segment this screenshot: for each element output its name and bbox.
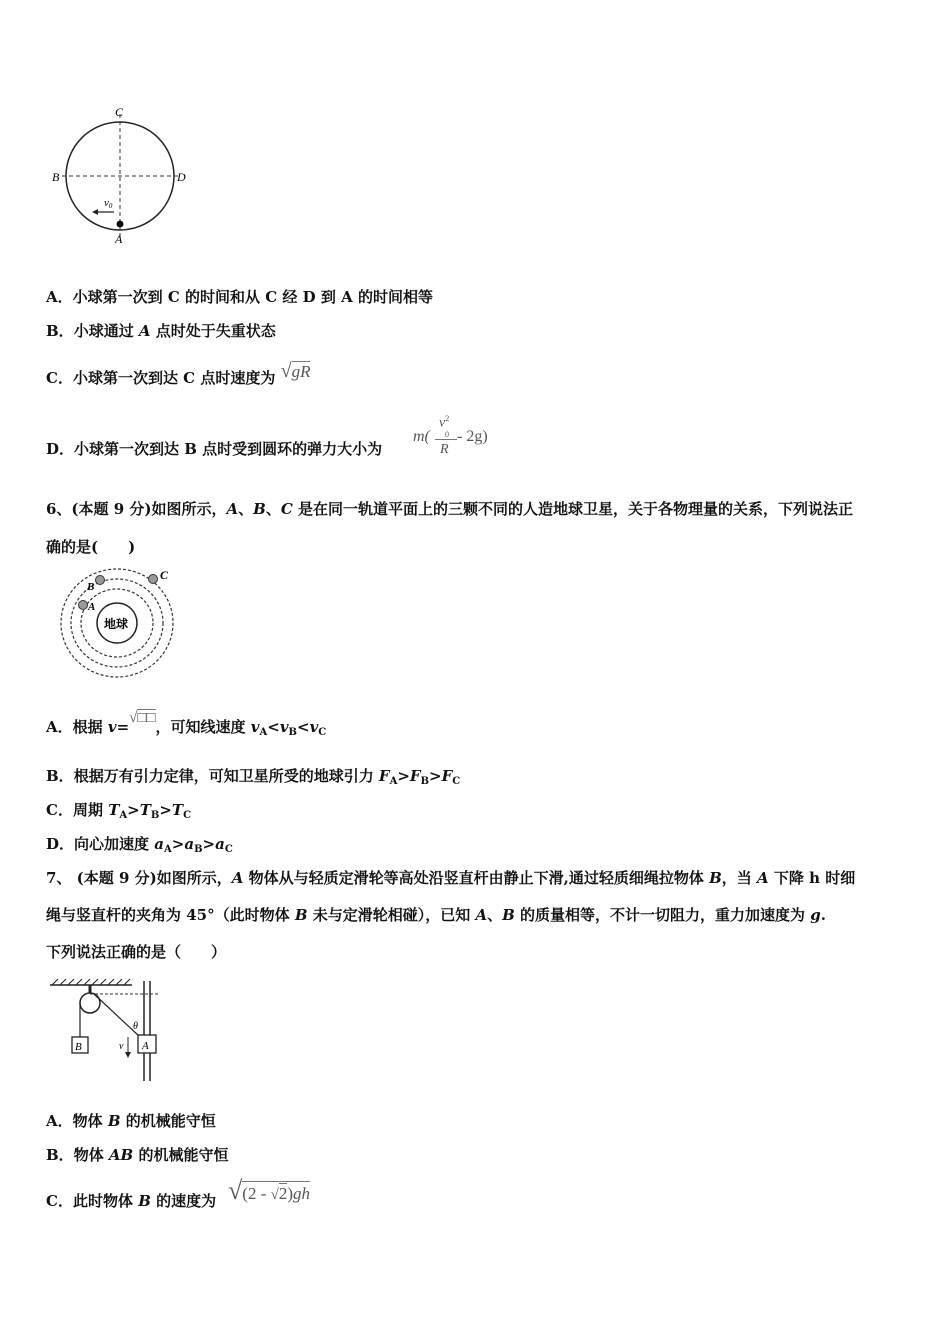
sqrt-gr-formula: √gR	[280, 360, 311, 382]
pulley-figure	[46, 977, 166, 1085]
label-a: A	[115, 232, 123, 246]
label-b: B	[52, 170, 60, 184]
q7-stem-line3: 下列说法正确的是（ ）	[46, 943, 227, 961]
satellite-a	[79, 601, 88, 610]
q6-option-b: B．根据万有引力定律，可知卫星所受的地球引力 $F_A>F_B>F_C$	[46, 767, 461, 787]
q5-option-c: C．小球第一次到达 C 点时速度为 √gR	[46, 360, 311, 387]
q6-option-d: D．向心加速度 $a_A>a_B>a_C$	[46, 835, 233, 855]
velocity-label-a: v	[119, 1041, 124, 1052]
satellite-c-label: C	[160, 568, 169, 582]
sqrt-placeholder: √□□	[129, 710, 156, 726]
q7-option-b: B．物体 AB 的机械能守恒	[46, 1146, 229, 1164]
spring-force-formula: m( $v^2$ 0 R - 2g)	[413, 414, 488, 457]
q7-option-a: A．物体 B 的机械能守恒	[46, 1112, 216, 1130]
circle-track-figure	[48, 100, 198, 250]
block-b-label: B	[75, 1041, 82, 1053]
q5-option-d: D．小球第一次到达 B 点时受到圆环的弹力大小为	[46, 440, 383, 458]
velocity-arrowhead-a	[125, 1052, 131, 1058]
velocity-b-formula: √(2 - √2)gh	[228, 1176, 311, 1205]
q7-stem-line2: 绳与竖直杆的夹角为 45°（此时物体 B 未与定滑轮相碰），已知 A、B 的质量相等，不计一切阻力，重力加速度为 g.	[46, 906, 826, 924]
velocity-label: v0	[104, 197, 113, 210]
q5-option-a: A．小球第一次到 C 的时间和从 C 经 D 到 A 的时间相等	[46, 288, 433, 306]
q6-option-a: A．根据 v=√□□，可知线速度 $v_A<v_B<v_C$	[46, 710, 327, 738]
satellite-a-label: A	[88, 601, 96, 613]
q5-option-b: B．小球通过 A 点时处于失重状态	[46, 322, 276, 340]
earth-label: 地球	[104, 617, 129, 631]
satellite-c	[149, 575, 158, 584]
ceiling-hatching	[52, 979, 130, 985]
ball	[117, 221, 124, 228]
theta-label: θ	[133, 1021, 138, 1032]
satellite-b	[96, 576, 105, 585]
q7-stem-line1: 7、 (本题 9 分)如图所示，A 物体从与轻质定滑轮等高处沿竖直杆由静止下滑,通过轻质细绳拉物体 B，当 A 下降 h 时细	[46, 869, 856, 887]
label-c: C	[115, 105, 124, 119]
q6-option-c: C．周期 $T_A>T_B>T_C$	[46, 801, 192, 821]
satellite-b-label: B	[87, 581, 95, 593]
label-d: D	[177, 170, 186, 184]
velocity-arrowhead	[92, 209, 98, 215]
q6-stem-line1: 6、(本题 9 分)如图所示，A、B、C 是在同一轨道平面上的三颗不同的人造地球卫星，关于各物理量的关系，下列说法正	[46, 500, 854, 518]
block-a-label: A	[142, 1040, 149, 1052]
q6-stem-line2: 确的是( )	[46, 538, 136, 556]
orbit-figure	[55, 565, 185, 685]
q7-option-c: C．此时物体 B 的速度为	[46, 1192, 217, 1210]
